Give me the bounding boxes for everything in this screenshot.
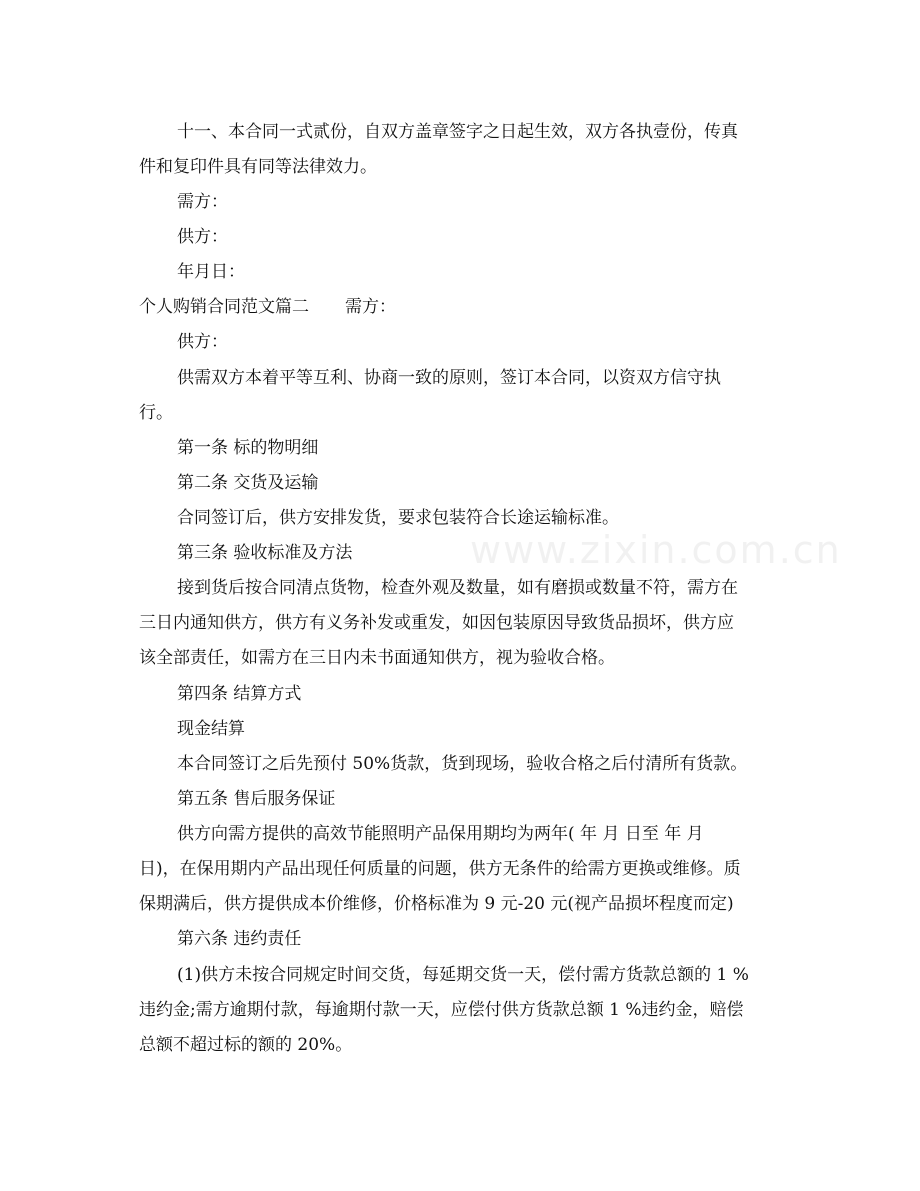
article-5-title: 第五条 售后服务保证 bbox=[177, 789, 336, 809]
article-3-line-1: 接到货后按合同清点货物，检查外观及数量，如有磨损或数量不符，需方在 bbox=[177, 578, 738, 598]
article-2-title: 第二条 交货及运输 bbox=[177, 473, 319, 493]
buyer-label: 需方： bbox=[177, 192, 228, 212]
article-1-title: 第一条 标的物明细 bbox=[177, 438, 319, 458]
article-4-method: 现金结算 bbox=[177, 719, 245, 739]
article-5-line-2: 日)，在保用期内产品出现任何质量的问题，供方无条件的给需方更换或维修。质 bbox=[139, 859, 741, 879]
article-3-title: 第三条 验收标准及方法 bbox=[177, 543, 353, 563]
article-5-line-3: 保期满后，供方提供成本价维修，价格标准为 9 元-20 元(视产品损坏程度而定) bbox=[139, 894, 734, 914]
article-6-line-2: 违约金;需方逾期付款，每逾期付款一天，应偿付供方货款总额 1 %违约金，赔偿 bbox=[139, 1000, 744, 1020]
article-5-line-1: 供方向需方提供的高效节能照明产品保用期均为两年( 年 月 日至 年 月 bbox=[177, 824, 704, 844]
seller-label-2: 供方： bbox=[177, 332, 228, 352]
section-title: 个人购销合同范文篇二 bbox=[139, 297, 309, 317]
article-4-title: 第四条 结算方式 bbox=[177, 684, 302, 704]
article-3-line-3: 该全部责任，如需方在三日内未书面通知供方，视为验收合格。 bbox=[139, 648, 615, 668]
article-3-line-2: 三日内通知供方，供方有义务补发或重发，如因包装原因导致货品损坏，供方应 bbox=[139, 613, 734, 633]
article-2-text: 合同签订后，供方安排发货，要求包装符合长途运输标准。 bbox=[177, 508, 619, 528]
preamble-line-1: 供需双方本着平等互利、协商一致的原则，签订本合同，以资双方信守执 bbox=[177, 368, 721, 388]
watermark: www.zixin.com.cn bbox=[470, 528, 842, 572]
seller-label: 供方： bbox=[177, 227, 228, 247]
article-4-text: 本合同签订之后先预付 50%货款，货到现场，验收合格之后付清所有货款。 bbox=[177, 754, 748, 774]
article-6-line-1: (1)供方未按合同规定时间交货，每延期交货一天，偿付需方货款总额的 1 % bbox=[177, 965, 749, 985]
clause-11-line-1: 十一、本合同一式贰份，自双方盖章签字之日起生效，双方各执壹份，传真 bbox=[177, 122, 738, 142]
preamble-line-2: 行。 bbox=[139, 403, 173, 423]
date-label: 年月日： bbox=[177, 262, 245, 282]
buyer-label-2: 需方： bbox=[345, 297, 396, 317]
section-heading bbox=[139, 297, 396, 317]
article-6-title: 第六条 违约责任 bbox=[177, 929, 302, 949]
clause-11-line-2: 件和复印件具有同等法律效力。 bbox=[139, 157, 377, 177]
article-6-line-3: 总额不超过标的额的 20%。 bbox=[139, 1035, 353, 1055]
